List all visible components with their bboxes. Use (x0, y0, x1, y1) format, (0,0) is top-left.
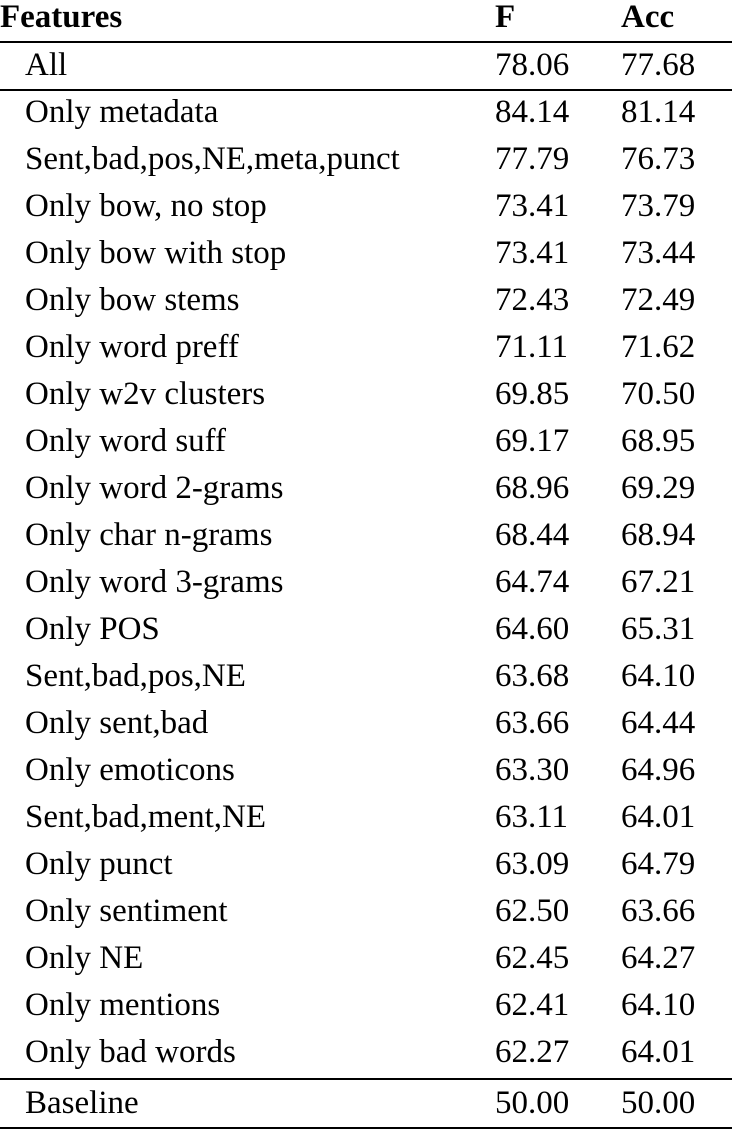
cell-acc: 64.79 (621, 846, 696, 882)
cell-acc: 63.66 (621, 893, 696, 929)
cell-acc: 64.01 (621, 799, 696, 835)
cell-acc: 64.44 (621, 705, 696, 741)
cell-f: 62.45 (495, 940, 570, 976)
table-row-all (0, 42, 732, 89)
cell-features: Only word preff (25, 329, 239, 365)
cell-features: Only bow stems (25, 282, 240, 318)
cell-features: Only emoticons (25, 752, 235, 788)
cell-features: Only sentiment (25, 893, 228, 929)
cell-f: 50.00 (495, 1085, 570, 1121)
table-row (0, 277, 732, 324)
table-row (0, 747, 732, 794)
cell-f: 73.41 (495, 188, 570, 224)
table-row (0, 89, 732, 136)
table-row (0, 982, 732, 1029)
cell-features: Only bow with stop (25, 235, 287, 271)
cell-features: Only POS (25, 611, 160, 647)
cell-f: 63.11 (495, 799, 569, 835)
cell-f: 72.43 (495, 282, 570, 318)
table-row (0, 465, 732, 512)
cell-f: 68.96 (495, 470, 570, 506)
cell-features: Only bad words (25, 1034, 236, 1070)
cell-features: Only punct (25, 846, 173, 882)
cell-f: 68.44 (495, 517, 570, 553)
table-row (0, 935, 732, 982)
cell-features: Sent,bad,ment,NE (25, 799, 267, 835)
cell-acc: 73.44 (621, 235, 696, 271)
cell-f: 73.41 (495, 235, 570, 271)
header-f: F (495, 0, 516, 35)
cell-f: 64.60 (495, 611, 570, 647)
table-row (0, 512, 732, 559)
cell-features: Only char n-grams (25, 517, 273, 553)
cell-f: 63.09 (495, 846, 570, 882)
table-row (0, 606, 732, 653)
cell-f: 62.50 (495, 893, 570, 929)
cell-features: Only bow, no stop (25, 188, 267, 224)
cell-acc: 64.01 (621, 1034, 696, 1070)
cell-f: 63.66 (495, 705, 570, 741)
cell-features: Only word suff (25, 423, 227, 459)
cell-acc: 71.62 (621, 329, 696, 365)
cell-acc: 68.95 (621, 423, 696, 459)
header-features: Features (0, 0, 123, 35)
cell-features: All (25, 47, 68, 83)
cell-features: Only word 2-grams (25, 470, 284, 506)
cell-features: Baseline (25, 1085, 139, 1121)
table-row (0, 888, 732, 935)
cell-f: 63.68 (495, 658, 570, 694)
bottom-rule (0, 1127, 732, 1129)
cell-acc: 73.79 (621, 188, 696, 224)
feature-rows (0, 89, 732, 1076)
table-row (0, 230, 732, 277)
cell-f: 63.30 (495, 752, 570, 788)
cell-f: 69.85 (495, 376, 570, 412)
cell-f: 78.06 (495, 47, 570, 83)
cell-f: 69.17 (495, 423, 570, 459)
table-row (0, 841, 732, 888)
cell-acc: 64.27 (621, 940, 696, 976)
cell-acc: 65.31 (621, 611, 696, 647)
table-row (0, 371, 732, 418)
cell-features: Sent,bad,pos,NE (25, 658, 246, 694)
table-row (0, 136, 732, 183)
table-header-row (0, 0, 732, 37)
cell-acc: 72.49 (621, 282, 696, 318)
table-row (0, 794, 732, 841)
cell-acc: 68.94 (621, 517, 696, 553)
cell-features: Sent,bad,pos,NE,meta,punct (25, 141, 400, 177)
table-row (0, 324, 732, 371)
cell-acc: 50.00 (621, 1085, 696, 1121)
cell-features: Only NE (25, 940, 144, 976)
cell-f: 84.14 (495, 94, 570, 130)
cell-features: Only w2v clusters (25, 376, 266, 412)
table-row (0, 653, 732, 700)
cell-acc: 81.14 (621, 94, 696, 130)
cell-f: 62.27 (495, 1034, 570, 1070)
cell-f: 62.41 (495, 987, 570, 1023)
cell-acc: 64.10 (621, 987, 696, 1023)
cell-acc: 70.50 (621, 376, 696, 412)
table-row-baseline (0, 1080, 732, 1127)
table-row (0, 1029, 732, 1076)
cell-acc: 64.10 (621, 658, 696, 694)
cell-acc: 67.21 (621, 564, 696, 600)
cell-f: 71.11 (495, 329, 569, 365)
cell-f: 64.74 (495, 564, 570, 600)
cell-acc: 76.73 (621, 141, 696, 177)
cell-f: 77.79 (495, 141, 570, 177)
table-row (0, 418, 732, 465)
table-row (0, 183, 732, 230)
cell-features: Only word 3-grams (25, 564, 284, 600)
baseline-section (0, 1080, 732, 1127)
cell-features: Only sent,bad (25, 705, 209, 741)
cell-features: Only mentions (25, 987, 221, 1023)
all-section (0, 42, 732, 89)
cell-acc: 69.29 (621, 470, 696, 506)
header-acc: Acc (621, 0, 675, 35)
cell-acc: 64.96 (621, 752, 696, 788)
cell-features: Only metadata (25, 94, 219, 130)
table-row (0, 559, 732, 606)
cell-acc: 77.68 (621, 47, 696, 83)
table-row (0, 700, 732, 747)
